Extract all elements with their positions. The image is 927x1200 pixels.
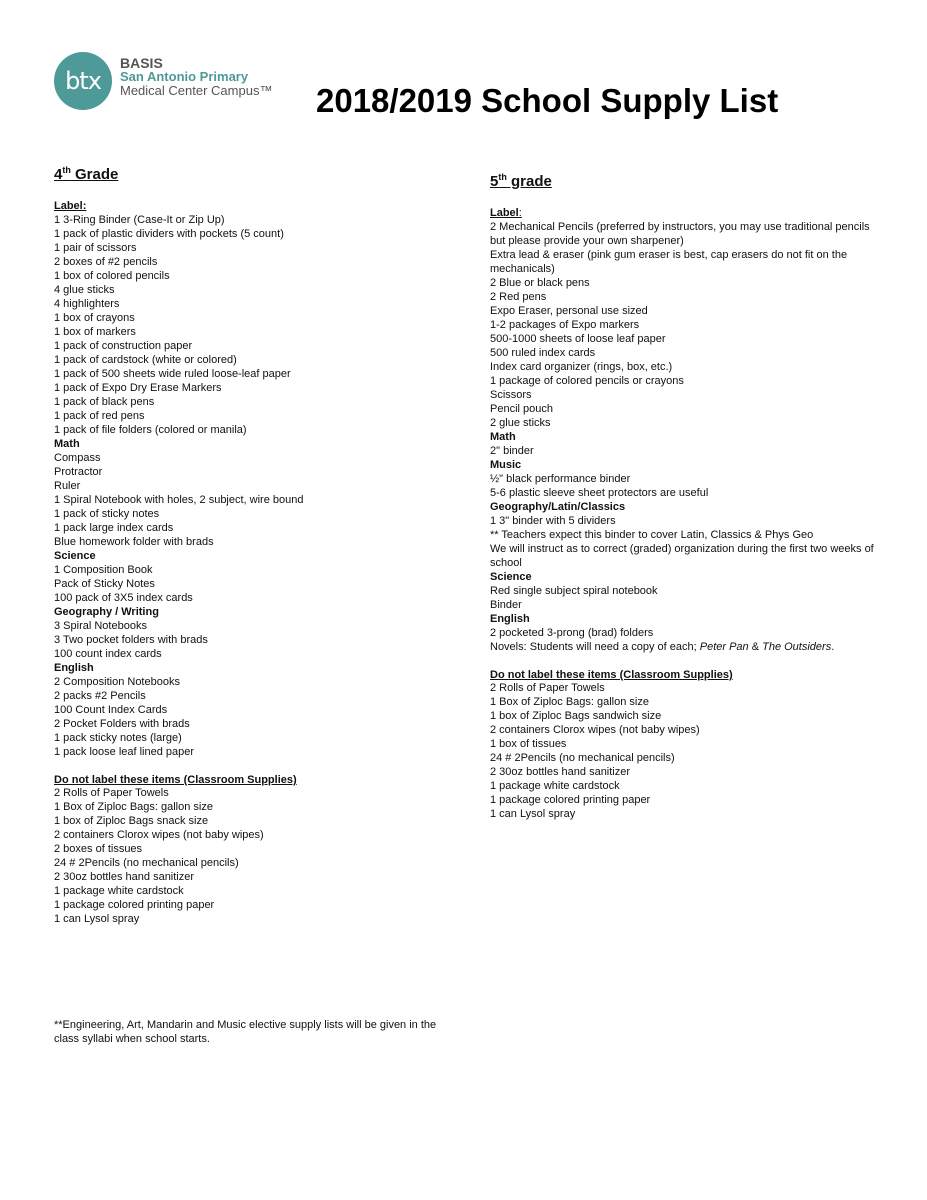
list-item: 2 boxes of tissues <box>54 843 143 855</box>
grade-5-music-heading: Music <box>490 459 522 471</box>
grade-4-geography-heading: Geography / Writing <box>54 606 159 618</box>
list-item: 3 Two pocket folders with brads <box>54 634 208 646</box>
list-item: 2 Rolls of Paper Towels <box>54 787 169 799</box>
novel-title-the-outsiders: The Outsiders <box>762 641 832 653</box>
grade-5-english-heading: English <box>490 613 530 625</box>
logo-line-basis: BASIS <box>120 55 163 71</box>
list-item: 4 highlighters <box>54 298 120 310</box>
list-item: Scissors <box>490 389 532 401</box>
grade-4-label-list <box>54 213 454 437</box>
grade-5-label-colon: : <box>518 207 522 219</box>
spacer <box>54 185 454 199</box>
list-item: 1 Box of Ziploc Bags: gallon size <box>54 801 213 813</box>
logo-line-campus-name: San Antonio Primary <box>120 69 249 84</box>
spacer <box>490 192 880 206</box>
list-item: 1-2 packages of Expo markers <box>490 319 640 331</box>
list-item: Extra lead & eraser (pink gum eraser is best, cap erasers do not fit on the mechanicals) <box>490 249 848 275</box>
list-item: 1 pack of construction paper <box>54 340 193 352</box>
list-item: 24 # 2Pencils (no mechanical pencils) <box>54 857 239 869</box>
grade-5-heading-word: grade <box>506 173 552 190</box>
school-logo <box>54 52 304 114</box>
grade-5-science-list <box>490 584 880 612</box>
grade-5-novels-line <box>490 640 880 654</box>
grade-4-english-list <box>54 675 454 759</box>
list-item: 1 box of Ziploc Bags sandwich size <box>490 710 662 722</box>
grade-5-heading <box>490 172 880 192</box>
list-item: ** Teachers expect this binder to cover Latin, Classics & Phys Geo <box>490 529 814 541</box>
grade-4-english-heading: English <box>54 662 94 674</box>
grade-4-heading-word: Grade <box>70 166 119 183</box>
list-item: 4 glue sticks <box>54 284 115 296</box>
list-item: 2" binder <box>490 445 534 457</box>
grade-4-math-heading: Math <box>54 438 80 450</box>
list-item: We will instruct as to correct (graded) organization during the first two weeks of school <box>490 543 874 569</box>
list-item: 1 Spiral Notebook with holes, 2 subject, wire bound <box>54 494 304 506</box>
list-item: 1 can Lysol spray <box>490 808 576 820</box>
list-item: 1 box of crayons <box>54 312 135 324</box>
list-item: 1 package white cardstock <box>54 885 184 897</box>
list-item: 2 Mechanical Pencils (preferred by instructors, you may use traditional pencils but please provide your own sharpener) <box>490 221 870 247</box>
grade-4-science-list <box>54 563 454 605</box>
list-item: 1 box of colored pencils <box>54 270 170 282</box>
list-item: 1 package colored printing paper <box>54 899 215 911</box>
grade-4-science-heading: Science <box>54 550 96 562</box>
list-item: 1 Composition Book <box>54 564 153 576</box>
list-item: 500 ruled index cards <box>490 347 596 359</box>
list-item: 2 packs #2 Pencils <box>54 690 146 702</box>
grade-5-geography-list <box>490 514 880 570</box>
btx-logo-mark: btx <box>54 52 112 110</box>
list-item: 100 pack of 3X5 index cards <box>54 592 193 604</box>
logo-wordmark <box>120 56 272 98</box>
list-item: 1 package white cardstock <box>490 780 620 792</box>
grade-4-column <box>54 165 454 927</box>
list-item: 5-6 plastic sleeve sheet protectors are useful <box>490 487 709 499</box>
list-item: 1 pack loose leaf lined paper <box>54 746 195 758</box>
list-item: Ruler <box>54 480 81 492</box>
grade-4-math-list <box>54 451 454 549</box>
list-item: 1 pack large index cards <box>54 522 174 534</box>
grade-4-geography-list <box>54 619 454 661</box>
list-item: 500-1000 sheets of loose leaf paper <box>490 333 666 345</box>
list-item: 100 Count Index Cards <box>54 704 168 716</box>
list-item: 1 pack of file folders (colored or manila) <box>54 424 247 436</box>
list-item: 1 pack of cardstock (white or colored) <box>54 354 237 366</box>
grade-5-math-list <box>490 444 880 458</box>
list-item: 3 Spiral Notebooks <box>54 620 147 632</box>
list-item: 1 box of markers <box>54 326 136 338</box>
logo-line-campus-subtitle: Medical Center Campus™ <box>120 83 273 98</box>
grade-4-heading-number: 4 <box>54 166 63 183</box>
list-item: 1 pack sticky notes (large) <box>54 732 182 744</box>
list-item: 2 containers Clorox wipes (not baby wipes) <box>490 724 700 736</box>
novel-title-peter-pan: Peter Pan <box>699 641 749 653</box>
list-item: 24 # 2Pencils (no mechanical pencils) <box>490 752 675 764</box>
grade-5-label-word: Label <box>490 207 519 219</box>
list-item: 100 count index cards <box>54 648 162 660</box>
list-item: 1 package of colored pencils or crayons <box>490 375 684 387</box>
grade-5-science-heading: Science <box>490 571 532 583</box>
grade-5-label-list <box>490 220 880 430</box>
list-item: 1 can Lysol spray <box>54 913 140 925</box>
spacer <box>490 654 880 668</box>
grade-5-label-heading <box>490 206 880 220</box>
list-item: 1 3-Ring Binder (Case-It or Zip Up) <box>54 214 225 226</box>
list-item: Index card organizer (rings, box, etc.) <box>490 361 673 373</box>
list-item: 1 3" binder with 5 dividers <box>490 515 616 527</box>
list-item: 2 Red pens <box>490 291 547 303</box>
list-item: 1 pack of 500 sheets wide ruled loose-leaf paper <box>54 368 291 380</box>
page-title: 2018/2019 School Supply List <box>316 82 779 119</box>
list-item: 2 Rolls of Paper Towels <box>490 682 605 694</box>
novels-ampersand: & <box>748 641 763 653</box>
spacer <box>54 759 454 773</box>
list-item: 1 pack of sticky notes <box>54 508 160 520</box>
grade-5-music-list <box>490 472 880 500</box>
list-item: ½" black performance binder <box>490 473 631 485</box>
list-item: 1 pack of plastic dividers with pockets (5 count) <box>54 228 284 240</box>
list-item: Pack of Sticky Notes <box>54 578 155 590</box>
grade-4-classroom-supplies-heading: Do not label these items (Classroom Supplies) <box>54 774 297 786</box>
list-item: 2 glue sticks <box>490 417 551 429</box>
novels-suffix: . <box>831 641 835 653</box>
list-item: 1 Box of Ziploc Bags: gallon size <box>490 696 649 708</box>
list-item: 2 containers Clorox wipes (not baby wipes) <box>54 829 264 841</box>
list-item: 1 pair of scissors <box>54 242 137 254</box>
grade-5-english-list <box>490 626 880 640</box>
list-item: 2 Blue or black pens <box>490 277 590 289</box>
list-item: 1 package colored printing paper <box>490 794 651 806</box>
list-item: 2 pocketed 3-prong (brad) folders <box>490 627 654 639</box>
list-item: Blue homework folder with brads <box>54 536 214 548</box>
grade-4-heading-suffix: th <box>62 165 71 175</box>
list-item: Expo Eraser, personal use sized <box>490 305 648 317</box>
grade-4-classroom-supplies-list <box>54 787 454 927</box>
list-item: 2 boxes of #2 pencils <box>54 256 158 268</box>
list-item: Binder <box>490 599 522 611</box>
list-item: Protractor <box>54 466 103 478</box>
list-item: Pencil pouch <box>490 403 553 415</box>
grade-5-math-heading: Math <box>490 431 516 443</box>
elective-footnote: **Engineering, Art, Mandarin and Music elective supply lists will be given in the class syllabi when school starts. <box>54 1019 437 1045</box>
grade-5-column <box>490 172 880 822</box>
list-item: 2 Composition Notebooks <box>54 676 180 688</box>
novels-prefix: Novels: Students will need a copy of each; <box>490 641 700 653</box>
list-item: 1 box of Ziploc Bags snack size <box>54 815 209 827</box>
grade-5-geography-heading: Geography/Latin/Classics <box>490 501 626 513</box>
grade-5-classroom-supplies-heading: Do not label these items (Classroom Supplies) <box>490 669 733 681</box>
list-item: 1 box of tissues <box>490 738 567 750</box>
list-item: 1 pack of red pens <box>54 410 145 422</box>
list-item: 1 pack of Expo Dry Erase Markers <box>54 382 222 394</box>
list-item: Red single subject spiral notebook <box>490 585 658 597</box>
grade-5-heading-suffix: th <box>498 172 507 182</box>
grade-5-classroom-supplies-list <box>490 682 880 822</box>
list-item: 2 30oz bottles hand sanitizer <box>490 766 631 778</box>
list-item: Compass <box>54 452 101 464</box>
list-item: 2 Pocket Folders with brads <box>54 718 190 730</box>
list-item: 1 pack of black pens <box>54 396 155 408</box>
grade-4-label-heading: Label: <box>54 200 87 212</box>
list-item: 2 30oz bottles hand sanitizer <box>54 871 195 883</box>
grade-5-heading-number: 5 <box>490 173 499 190</box>
grade-4-heading <box>54 165 454 185</box>
